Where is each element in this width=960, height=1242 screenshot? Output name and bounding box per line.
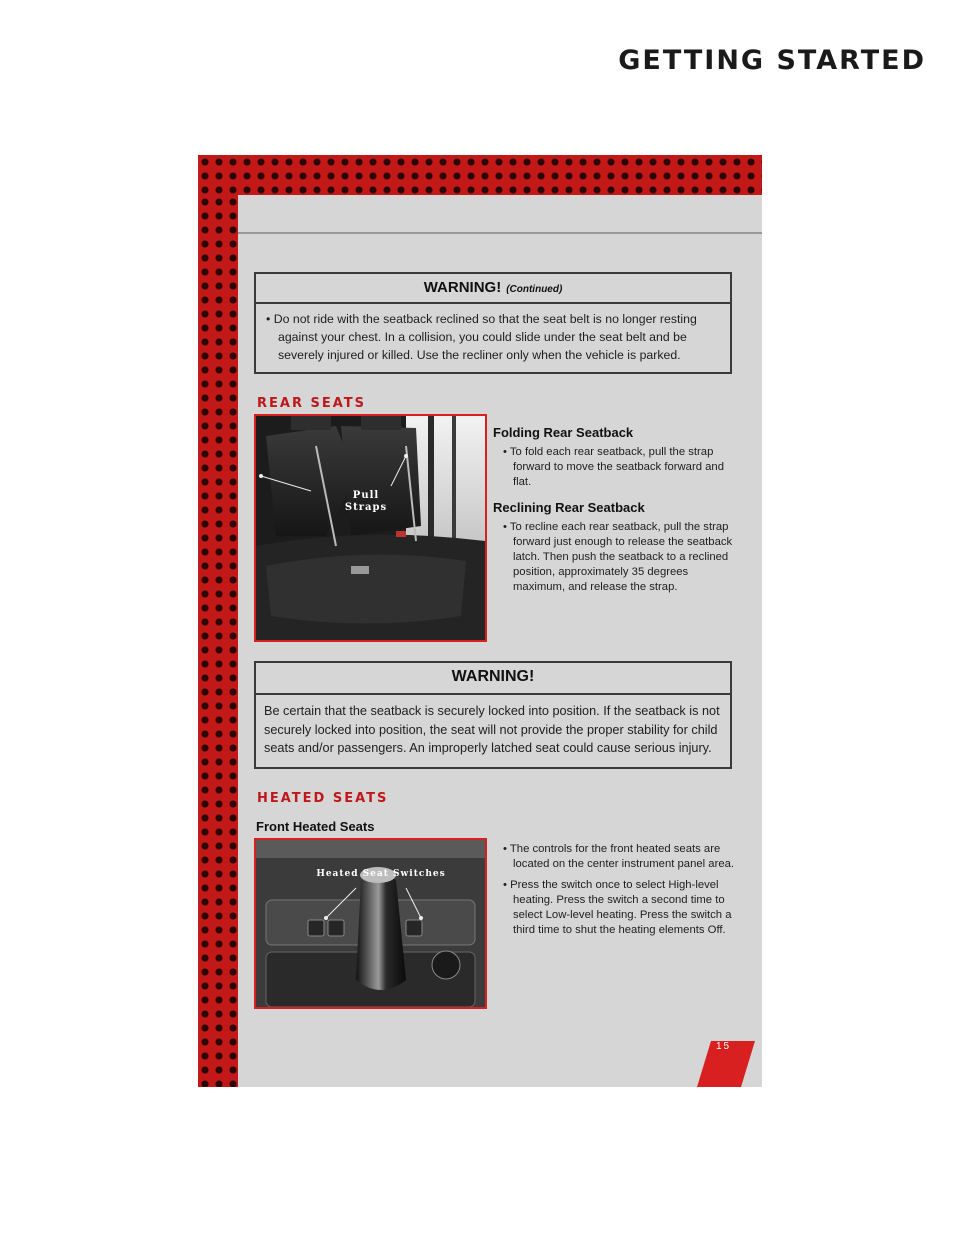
rear-seat-illustration (256, 416, 485, 640)
warning-continued-label: (Continued) (506, 284, 563, 295)
header-divider (238, 232, 762, 234)
folding-instructions (493, 445, 738, 490)
heated-seat-item: • Press the switch once to select High-level heating. Press the switch a second time to select Low-level heating. Press the switch a third time to shut the heating elements Off. (503, 879, 732, 936)
perforated-left-band (198, 195, 238, 1087)
rear-seats-title: REAR SEATS (257, 396, 367, 411)
warning-continued-text: • Do not ride with the seatback reclined so that the seat belt is no longer resting against your chest. In a collision, you could slide under the seat belt and be severely injured or killed. Use the recliner only when the vehicle is parked. (266, 312, 697, 362)
pull-straps-label-1: Pull (352, 490, 380, 501)
warning-box (254, 661, 732, 769)
heated-seat-instructions (493, 842, 738, 938)
rear-seats-text-column (493, 425, 738, 605)
heated-seats-text-column (493, 842, 738, 948)
center-console-illustration (256, 840, 485, 1007)
heated-seat-item: • The controls for the front heated seats are located on the center instrument panel area. (503, 843, 735, 870)
warning-body: Be certain that the seatback is securely locked into position. If the seatback is not securely locked into position, the seat will not provide the proper stability for child seats and/or passengers. An improperly latched seat could cause serious injury. (264, 704, 720, 755)
page-number: 15 (716, 1041, 732, 1052)
heated-seats-title: HEATED SEATS (257, 791, 389, 806)
warning-continued-box (254, 272, 732, 374)
warning-continued-body (256, 304, 730, 373)
reclining-rear-seatback-heading: Reclining Rear Seatback (493, 500, 645, 515)
warning-heading: WARNING! (256, 663, 730, 695)
folding-item: • To fold each rear seatback, pull the strap forward to move the seatback forward and flat. (503, 446, 724, 488)
reclining-item: • To recline each rear seatback, pull the strap forward just enough to release the seatback latch. Then push the seatback to a reclined position, approximately 35 degrees maximum, and release the strap. (503, 521, 733, 593)
warning-title: WARNING! (423, 279, 502, 296)
rear-seat-photo (254, 414, 487, 642)
folding-rear-seatback-heading: Folding Rear Seatback (493, 425, 634, 440)
heated-seat-switches-label: Heated Seat Switches (316, 869, 446, 879)
front-heated-seats-heading: Front Heated Seats (256, 819, 375, 834)
perforated-top-band (198, 155, 762, 195)
heated-seat-switches-photo (254, 838, 487, 1009)
section-header-title: GETTING STARTED (618, 45, 926, 76)
reclining-instructions (493, 520, 738, 595)
warning-continued-heading (256, 274, 730, 304)
pull-straps-label-2: Straps (344, 502, 388, 513)
